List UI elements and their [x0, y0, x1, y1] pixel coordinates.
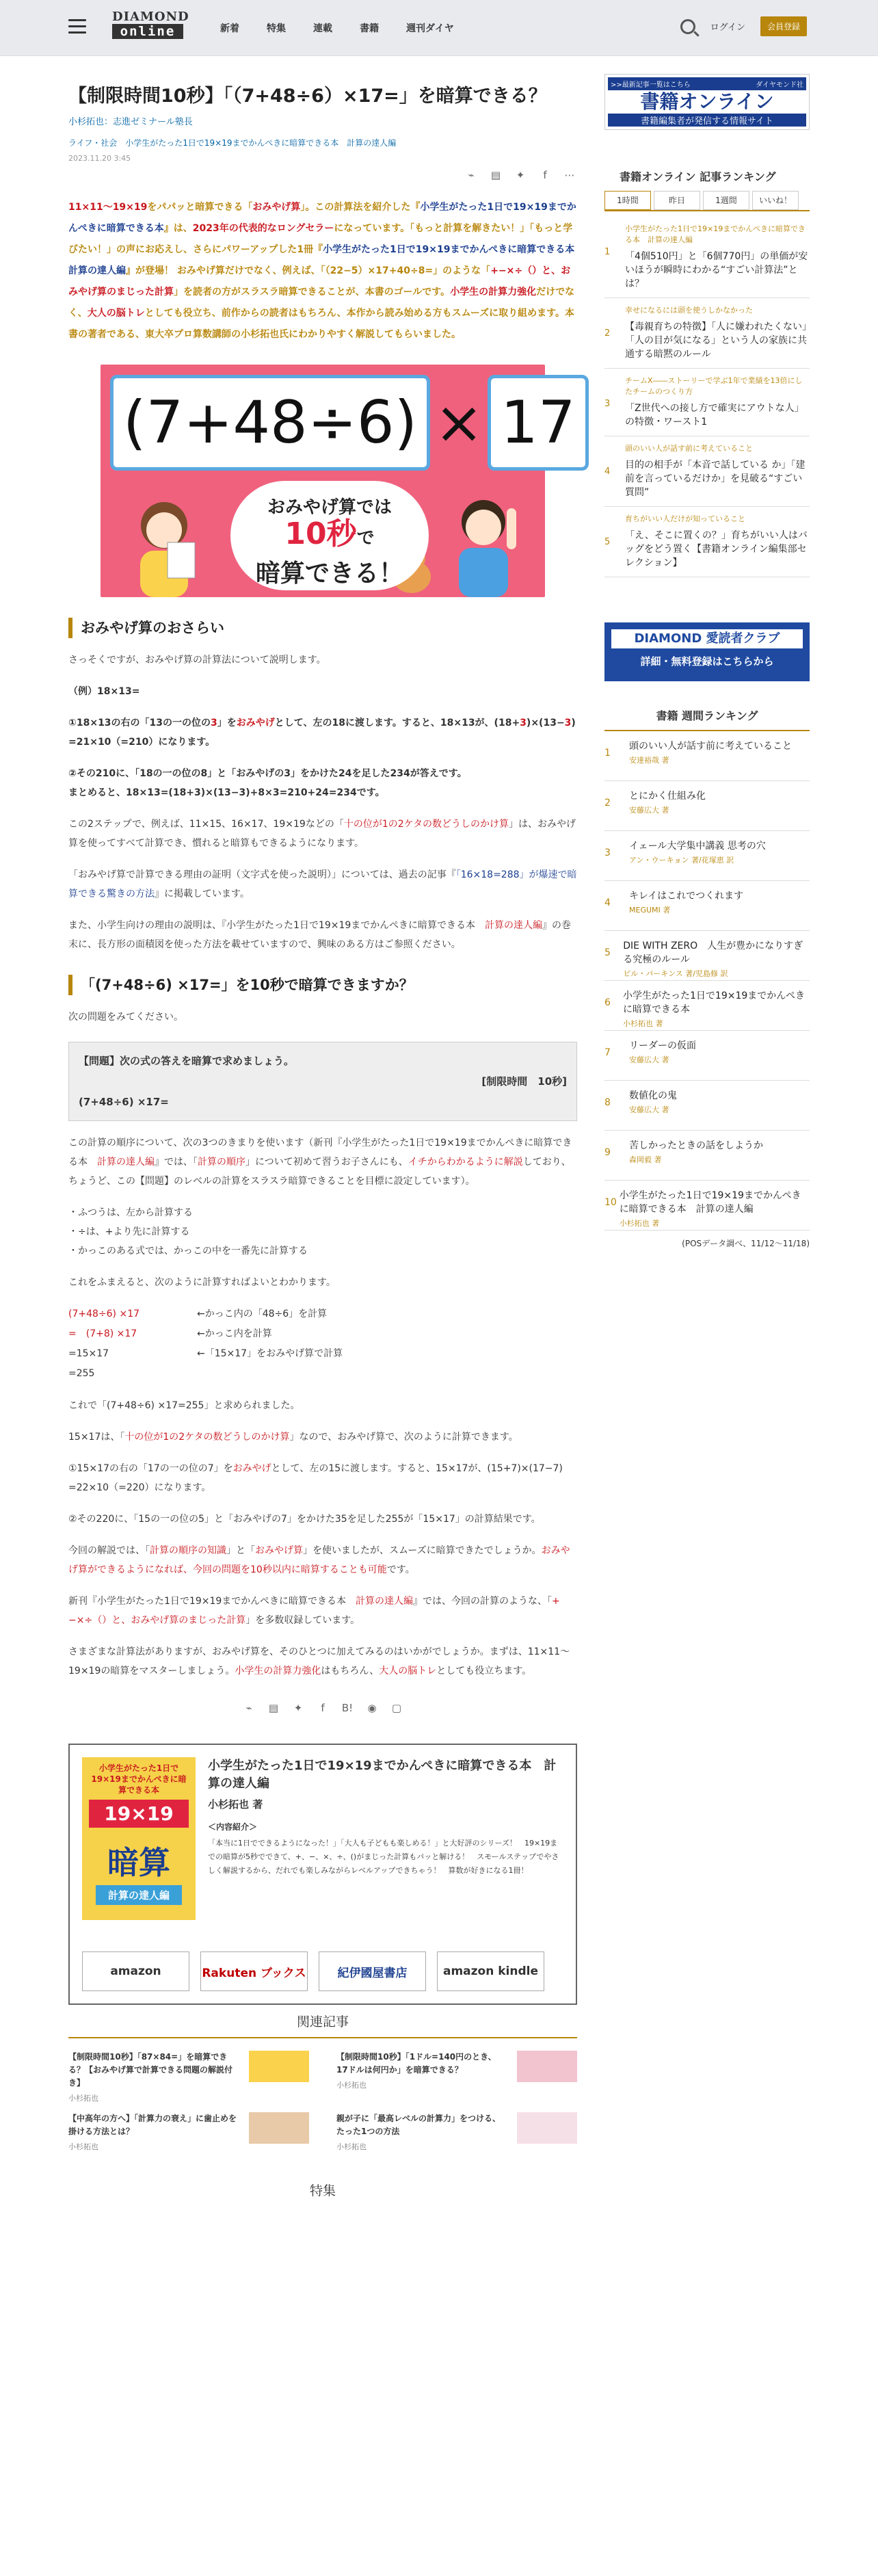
- weekly-item[interactable]: [604, 781, 810, 831]
- rank-number: 6: [604, 997, 611, 1008]
- rank-number: 2: [604, 798, 611, 809]
- weekly-ranking-heading: 書籍 週間ランキング: [604, 707, 810, 731]
- lead-text: 2023年の代表的なロングセラー: [192, 223, 334, 234]
- weekly-ranking-list: [604, 731, 810, 1231]
- text: 」について初めて習うお子さんにも、: [245, 1157, 408, 1168]
- banner-brand: ダイヤモンド社: [756, 81, 803, 89]
- text: さまざまな計算法がありますが、おみやげ算を、そのひとつに加えてみるのはいかがでしょうか。まずは、11×11〜19×19の暗算をマスターしましょう。: [68, 1646, 570, 1677]
- lead-text: 』は、: [163, 223, 193, 234]
- text: はもちろん、: [321, 1666, 380, 1677]
- related-thumbnail: [249, 2051, 309, 2082]
- weekly-title: 小学生がたった1日で19×19までかんぺきに暗算できる本 計算の達人編: [619, 1190, 801, 1215]
- hero-caption-line3: 暗算できる！: [255, 560, 403, 588]
- weekly-title: 数値化の鬼: [629, 1090, 677, 1101]
- text: 』に掲載しています。: [155, 889, 250, 899]
- text: +−×÷（）と、おみやげ算のまじった計算: [68, 1596, 560, 1626]
- formula-box-left: (7+48÷6): [110, 375, 430, 471]
- weekly-item[interactable]: [604, 1181, 810, 1231]
- cover-sub: 計算の達人編: [96, 1885, 182, 1905]
- text: ①18×13の右の「13の一の位の: [68, 718, 211, 728]
- paragraph: これで「(7+48÷6) ×17=255」と求められました。: [68, 1400, 300, 1411]
- share-bar-bottom: [68, 1700, 577, 1716]
- rank-number: 10: [604, 1197, 617, 1208]
- calc-note: ←「15×17」をおみやげ算で計算: [197, 1348, 343, 1359]
- login-link[interactable]: ログイン: [710, 23, 745, 33]
- weekly-author: 安達裕哉 著: [629, 756, 669, 765]
- twitter-icon[interactable]: ✦: [293, 1702, 303, 1714]
- header-actions: [680, 16, 807, 36]
- shop-buttons: [68, 1951, 577, 1991]
- text: 「おみやげ算で計算できる理由の証明（文字式を使った説明）」については、過去の記事『: [68, 869, 456, 880]
- text: イチからわかるように解説: [408, 1157, 523, 1168]
- search-icon[interactable]: [680, 19, 695, 34]
- twitter-icon[interactable]: ✦: [516, 169, 525, 181]
- rank-title: 目的の相手が「本音で話している か」「建前を言っているだけか」を見破る“すごい質問”: [625, 460, 806, 498]
- weekly-item[interactable]: [604, 1081, 810, 1131]
- text: としても役立ちます。: [436, 1666, 532, 1677]
- lead-text: 小学生がたった1日で19×19までかんぺきに暗算できる本: [68, 202, 576, 234]
- paragraph: [68, 1541, 577, 1579]
- paragraph: [68, 916, 577, 954]
- rank-number: 9: [604, 1147, 611, 1158]
- calc-expr: = (7+8) ×17: [68, 1328, 137, 1339]
- related-author: 小杉拓也: [336, 2142, 367, 2151]
- hero-formula: [110, 371, 576, 474]
- text: また、小学生向けの理由の説明は、『小学生がたった1日で19×19までかんぺきに暗算できる本: [68, 920, 485, 931]
- kindle-button[interactable]: amazon kindle: [437, 1951, 544, 1991]
- text: しており、ちょうど、この【問題】のレベルの計算をスラスラ暗算できることを目標に設定しています）。: [68, 1157, 571, 1187]
- main-nav: [220, 21, 454, 35]
- weekly-author: 小杉拓也 著: [619, 1219, 660, 1228]
- hero-image: [101, 365, 576, 597]
- related-item[interactable]: [68, 2112, 309, 2155]
- text: 大人の脳トレ: [379, 1666, 437, 1677]
- lead-text: をパパッと暗算できる「: [147, 202, 253, 213]
- weekly-author: 安藤広大 著: [629, 1055, 669, 1064]
- weekly-title: キレイはこれでつくれます: [629, 891, 744, 902]
- text: 」を多数収録しています。: [245, 1615, 360, 1626]
- paragraph: [68, 1592, 577, 1630]
- formula-box-right: 17: [488, 375, 588, 471]
- tab-yesterday[interactable]: 昨日: [654, 191, 700, 210]
- weekly-author: 安藤広大 著: [629, 1105, 669, 1114]
- weekly-title: DIE WITH ZERO 人生が豊かになりすぎる究極のルール: [623, 941, 803, 965]
- weekly-item[interactable]: [604, 881, 810, 931]
- lead-text: になっています。「もっと計算を解きたい！」「もっと学びたい！」の声にお応えし、さらにパワーアップした1冊『: [68, 223, 573, 255]
- book-cover[interactable]: [82, 1757, 196, 1920]
- book-link[interactable]: 計算の達人編: [97, 1157, 155, 1168]
- print-icon[interactable]: ▤: [490, 169, 501, 181]
- text: まとめると、18×13=(18+3)×(13−3)+8×3=210+24=234です。: [68, 787, 385, 798]
- weekly-title: とにかく仕組み化: [629, 791, 706, 802]
- ranking-heading: 書籍オンライン 記事ランキング: [620, 170, 776, 183]
- text: ①15×17の右の「17の一の位の7」を: [68, 1463, 233, 1474]
- text: 3: [520, 718, 527, 728]
- hero-caption-line2: [230, 518, 429, 554]
- problem-label: 【問題】次の式の答えを暗算で求めましょう。: [79, 1055, 295, 1067]
- rule-item: ・かっこのある式では、かっこの中を一番先に計算する: [68, 1246, 308, 1257]
- feature-heading: 特集: [309, 2183, 336, 2198]
- weekly-author: 森岡毅 著: [629, 1155, 662, 1164]
- cover-number: 19×19: [89, 1800, 189, 1828]
- facebook-icon[interactable]: f: [321, 1702, 325, 1714]
- logo-bottom: online: [112, 24, 183, 39]
- paragraph: さっそくですが、おみやげ算の計算法について説明します。: [68, 655, 326, 666]
- ranking-list: [604, 217, 810, 577]
- tab-1week[interactable]: 1週間: [703, 191, 749, 210]
- text: 15×17は、「: [68, 1432, 125, 1443]
- nav-item-new[interactable]: 新着: [220, 23, 239, 34]
- banner-sub: 書籍編集者が発信する情報サイト: [608, 114, 806, 127]
- related-item[interactable]: [336, 2112, 577, 2155]
- related-list: [68, 2051, 577, 2174]
- related-article-link[interactable]: 「16×18=288」が爆速で暗算できる驚きの方法: [68, 869, 577, 899]
- text: 3: [211, 718, 217, 728]
- rule-item: ・÷は、+より先に計算する: [68, 1226, 190, 1237]
- text: 新刊『小学生がたった1日で19×19までかんぺきに暗算できる本: [68, 1596, 356, 1607]
- lead-text: 11×11〜19×19: [68, 202, 148, 213]
- hero-caption-seconds: 10秒: [284, 516, 357, 551]
- text: 十の位が1の2ケタの数どうしのかけ算: [343, 819, 509, 830]
- rank-tag: 小学生がたった1日で19×19までかんぺきに暗算できる本 計算の達人編: [625, 224, 806, 244]
- article-author[interactable]: 小杉拓也：志進ゼミナール塾長: [68, 117, 193, 127]
- text: 計算の順序の知識: [150, 1545, 226, 1556]
- related-author: 小杉拓也: [336, 2081, 367, 2090]
- problem-box: [68, 1042, 577, 1121]
- hatena-icon[interactable]: B!: [341, 1702, 354, 1714]
- lead-text: +−×÷（）と、おみやげ算のまじった計算: [68, 265, 571, 298]
- book-link[interactable]: 計算の達人編: [484, 920, 542, 931]
- banner-top: [608, 77, 806, 90]
- example: （例）18×13=: [68, 686, 140, 697]
- rakuten-button[interactable]: Rakuten ブックス: [200, 1951, 308, 1991]
- rank-number: 5: [604, 537, 611, 547]
- text: 』の巻末に、長方形の面積図を使った方法を載せていますので、興味のある方はご参照ください。: [68, 920, 571, 950]
- rank-number: 1: [604, 247, 611, 257]
- related-title: 【制限時間10秒】「1ドル=140円のとき、17ドルは何円か」を暗算できる？: [336, 2052, 496, 2075]
- club-main: DIAMOND 愛読者クラブ: [611, 629, 803, 648]
- step-1: [68, 713, 585, 752]
- rank-number: 3: [604, 399, 611, 409]
- paragraph: [68, 865, 577, 904]
- paragraph: これをふまえると、次のように計算すればよいとわかります。: [68, 1277, 336, 1288]
- text: 』では、今回の計算のような、「: [413, 1596, 552, 1607]
- paragraph: [68, 1428, 577, 1447]
- related-thumbnail: [249, 2112, 309, 2144]
- text: として、左の15に渡します。すると、15×17が、(15+7)×(17−7) =22×10（=220）になります。: [68, 1463, 572, 1493]
- related-author: 小杉拓也: [68, 2142, 98, 2151]
- boy-illustration: [436, 488, 531, 597]
- text: 」なので、おみやげ算で、次のように計算できます。: [289, 1432, 518, 1443]
- rank-number: 2: [604, 328, 611, 339]
- text: おみやげ: [236, 718, 275, 728]
- calc-note: ←かっこ内を計算: [197, 1328, 272, 1339]
- book-contents-label: ＜内容紹介＞: [208, 1822, 258, 1832]
- lead-text: 』が登場！ おみやげ算だけでなく、例えば、「（22−5）×17+40÷8=」のような「: [126, 265, 491, 276]
- weekly-author: MEGUMI 著: [629, 906, 671, 915]
- weekly-title: 小学生がたった1日で19×19までかんぺきに暗算できる本: [623, 990, 805, 1015]
- print-icon[interactable]: ▤: [268, 1702, 279, 1714]
- weekly-item[interactable]: [604, 1131, 810, 1181]
- related-item[interactable]: [68, 2051, 309, 2103]
- related-title: 【中高年の方へ】「計算力の衰え」に歯止めを掛ける方法とは？: [68, 2114, 237, 2136]
- banner-main: 書籍オンライン: [640, 90, 774, 113]
- text: 今回の解説では、「: [68, 1545, 150, 1556]
- menu-icon[interactable]: [68, 19, 86, 34]
- related-title: 親が子に「最高レベルの計算力」をつける、たった1つの方法: [336, 2114, 501, 2136]
- lead-text: 」を読者の方がスラスラ暗算できることが、本書のゴールです。: [174, 287, 451, 298]
- article-main: [68, 56, 585, 2199]
- book-title: 小学生がたった1日で19×19までかんぺきに暗算できる本 計算の達人編: [208, 1759, 557, 1791]
- tab-likes[interactable]: いいね！: [752, 191, 799, 210]
- text: です。: [386, 1564, 415, 1575]
- text: おみやげ: [232, 1463, 271, 1474]
- related-item[interactable]: [336, 2051, 577, 2093]
- weekly-title: 苦しかったときの話をしようか: [629, 1140, 763, 1151]
- ranking-item[interactable]: [604, 369, 810, 436]
- related-thumbnail: [517, 2051, 577, 2082]
- calc-expr: =15×17: [68, 1348, 109, 1359]
- books-online-banner[interactable]: [604, 74, 810, 130]
- clip-icon[interactable]: ⌁: [245, 1702, 252, 1714]
- paragraph: [68, 1642, 577, 1681]
- pocket-icon[interactable]: ▢: [391, 1702, 402, 1714]
- hero-caption-line1: おみやげ算では: [267, 497, 392, 518]
- book-description: 「本当に1日でできるようになった！」「大人も子どもも楽しめる！」と大好評のシリーズ！ 19×19までの暗算が5秒でできて、+、−、×、÷、()がまじった計算もパッと解ける！ スモールステップでやさしく解説するから、だれでも楽しみながらレベルアップできちゃう！ 算数が好きになる1冊！: [208, 1839, 559, 1875]
- text: 」を: [217, 718, 237, 728]
- weekly-item[interactable]: [604, 831, 810, 881]
- ranking-item[interactable]: [604, 298, 810, 369]
- weekly-title: 頭のいい人が話す前に考えていること: [629, 741, 792, 752]
- site-logo[interactable]: [112, 10, 189, 39]
- text: この計算の順序について、次の3つのきまりを使います（新刊『小学生がたった1日で19×19までかんぺきに暗算できる本: [68, 1138, 572, 1168]
- paragraph: [68, 815, 577, 853]
- text: おみやげ算ができるようになれば、今回の問題を10秒以内に暗算することも可能: [68, 1545, 570, 1575]
- text: として、左の18に渡します。すると、18×13が、(18+: [274, 718, 520, 728]
- lead-text: おみやげ算: [252, 202, 301, 213]
- rank-tag: 幸せになるには頭を使うしかなかった: [625, 306, 753, 315]
- hero-caption-de: で: [356, 528, 375, 549]
- rank-number: 3: [604, 847, 611, 858]
- article-lead: [68, 197, 585, 345]
- rank-title: 「4個510円」と「6個770円」の単価が安いほうが瞬時にわかる“すごい計算法”とは？: [625, 251, 808, 289]
- lead-text: としても役立ち、前作からの読者はもちろん、本作から読み始める方もスムーズに取り組めます。本書の著者である、東大卒プロ算数講師の小杉拓也氏にわかりやすく解説してもらいました。: [68, 308, 575, 340]
- rank-tag: チームX――ストーリーで学ぶ1年で業績を13倍にしたチームのつくり方: [625, 376, 803, 396]
- share-bar: [68, 167, 577, 183]
- lead-text: だけでなく、: [68, 287, 575, 319]
- weekly-title: リーダーの仮面: [629, 1040, 696, 1051]
- weekly-author: ビル・パーキンス 著/児島修 訳: [623, 969, 728, 978]
- weekly-item[interactable]: [604, 1031, 810, 1081]
- ranking-item[interactable]: [604, 217, 810, 298]
- lead-text: 」。この計算法を紹介した『: [300, 202, 421, 213]
- cover-main: 暗算: [107, 1844, 170, 1881]
- weekly-item[interactable]: [604, 731, 810, 781]
- tab-1hour[interactable]: 1時間: [604, 191, 651, 210]
- section-heading: おみやげ算のおさらい: [68, 618, 577, 638]
- problem-time-limit: [制限時間 10秒]: [481, 1075, 567, 1088]
- weekly-item[interactable]: [604, 931, 810, 981]
- text: )×(13−: [526, 718, 565, 728]
- text: この2ステップで、例えば、11×15、16×17、19×19などの「: [68, 819, 344, 830]
- site-header: [0, 0, 878, 56]
- formula-times: ×: [434, 389, 484, 457]
- text: おみやげ算: [255, 1545, 303, 1556]
- more-icon[interactable]: ⋯: [564, 169, 575, 181]
- related-title: 【制限時間10秒】「87×84=」を暗算できる？【おみやげ算で計算できる問題の解説付き】: [68, 2052, 233, 2088]
- article-title: 【制限時間10秒】「（7+48÷6）×17=」を暗算できる？: [68, 86, 547, 107]
- calc-steps: [68, 1304, 577, 1384]
- text: 」と「: [226, 1545, 255, 1556]
- rule-item: ・ふつうは、左から計算する: [68, 1207, 193, 1218]
- ranking-tabs: [604, 191, 810, 211]
- text: 小学生の計算力強化: [235, 1666, 321, 1677]
- text: ②その210に、「18の一の位の8」と「おみやげの3」をかけた24を足した234が答えです。: [68, 768, 467, 779]
- paragraph: [68, 1133, 577, 1191]
- rank-tag: 育ちがいい人だけが知っていること: [625, 514, 745, 523]
- club-sub: 詳細・無料登録はこちらから: [640, 655, 774, 668]
- text: 3: [564, 718, 572, 728]
- text: 』では、「: [155, 1157, 198, 1168]
- weekly-author: 安藤広大 著: [629, 806, 669, 815]
- rank-number: 5: [604, 947, 611, 958]
- girl-illustration: [120, 495, 209, 597]
- nav-item-books[interactable]: 書籍: [360, 23, 379, 34]
- rank-tag: 頭のいい人が話す前に考えていること: [625, 444, 753, 453]
- calc-note: ←かっこ内の「48÷6」を計算: [197, 1309, 328, 1319]
- nav-item-features[interactable]: 特集: [267, 23, 286, 34]
- pos-note: (POSデータ調べ、11/12〜11/18): [682, 1239, 810, 1248]
- text: 」を使いましたが、スムーズに暗算できたでしょうか。: [303, 1545, 542, 1556]
- amazon-button[interactable]: amazon: [82, 1951, 189, 1991]
- nav-item-series[interactable]: 連載: [313, 23, 332, 34]
- facebook-icon[interactable]: f: [543, 169, 547, 181]
- rank-title: 「Z世代への接し方で確実にアウトな人」の特徴・ワースト1: [625, 403, 804, 428]
- book-author: 小杉拓也 著: [208, 1798, 263, 1811]
- calc-expr: (7+48÷6) ×17: [68, 1309, 140, 1319]
- reader-club-banner[interactable]: [604, 622, 810, 681]
- related-author: 小杉拓也: [68, 2094, 98, 2103]
- cover-title: 小学生がたった1日で19×19までかんぺきに暗算できる本: [91, 1763, 187, 1795]
- sidebar: [604, 56, 810, 1249]
- paragraph: ②その220に、「15の一の位の5」と「おみやげの7」をかけた35を足した255が「15×17」の計算結果です。: [68, 1514, 541, 1525]
- clip-icon[interactable]: ⌁: [468, 169, 475, 181]
- hero-caption: [230, 481, 429, 590]
- paragraph: 次の問題をみてください。: [68, 1012, 183, 1023]
- nav-item-weekly[interactable]: 週刊ダイヤ: [406, 23, 454, 34]
- weekly-author: アン・ウーキョン 著/花塚恵 訳: [629, 856, 734, 865]
- problem-expression: (7+48÷6) ×17=: [79, 1096, 169, 1108]
- lead-text: 小学生がたった1日で19×19までかんぺきに暗算できる本 計算の達人編: [68, 244, 585, 276]
- lead-text: 大人の脳トレ: [87, 308, 145, 319]
- calc-expr: =255: [68, 1368, 95, 1379]
- ranking-item[interactable]: [604, 436, 810, 507]
- banner-top-left: >>最新記事一覧はこちら: [611, 81, 691, 89]
- book-link[interactable]: 計算の達人編: [356, 1596, 413, 1607]
- rank-number: 1: [604, 748, 611, 759]
- register-button[interactable]: 会員登録: [760, 16, 807, 36]
- article-date: 2023.11.20 3:45: [68, 154, 131, 163]
- related-heading: 関連記事: [68, 2012, 577, 2038]
- section-heading: 「(7+48÷6) ×17=」を10秒で暗算できますか？: [68, 975, 577, 995]
- weekly-title: イェール大学集中講義 思考の穴: [629, 841, 766, 852]
- article-categories[interactable]: ライフ・社会 小学生がたった1日で19×19までかんぺきに暗算できる本 計算の達人編: [68, 138, 397, 148]
- lead-text: 小学生の計算力強化: [450, 287, 537, 298]
- text: 計算の順序: [198, 1157, 245, 1168]
- related-thumbnail: [517, 2112, 577, 2144]
- rank-number: 4: [604, 897, 611, 908]
- ranking-item[interactable]: [604, 507, 810, 577]
- rank-title: 「え、そこに置くの？」育ちがいい人はバッグをどう置く【書籍オンライン編集部セレクション】: [625, 530, 808, 568]
- text: ) =21×10（=210）になります。: [68, 718, 585, 748]
- weekly-item[interactable]: [604, 981, 810, 1031]
- kinokuniya-button[interactable]: 紀伊國屋書店: [319, 1951, 426, 1991]
- step-2: [68, 764, 577, 802]
- rules-list: [68, 1203, 577, 1261]
- rank-title: 【毒親育ちの特徴】「人に嫌われたくない」「人の目が気になる」という人の家族に共通する暗黙のルール: [625, 321, 807, 360]
- text: 十の位が1の2ケタの数どうしのかけ算: [124, 1432, 290, 1443]
- weekly-author: 小杉拓也 著: [623, 1019, 663, 1028]
- logo-top: DIAMOND: [112, 10, 189, 24]
- line-icon[interactable]: ◉: [367, 1702, 377, 1714]
- paragraph: [68, 1459, 577, 1497]
- text: 」は、おみやげ算を使ってすべて計算でき、慣れると暗算もできるようになります。: [68, 819, 576, 849]
- rank-number: 7: [604, 1047, 611, 1058]
- rank-number: 8: [604, 1097, 611, 1108]
- rank-number: 4: [604, 466, 611, 477]
